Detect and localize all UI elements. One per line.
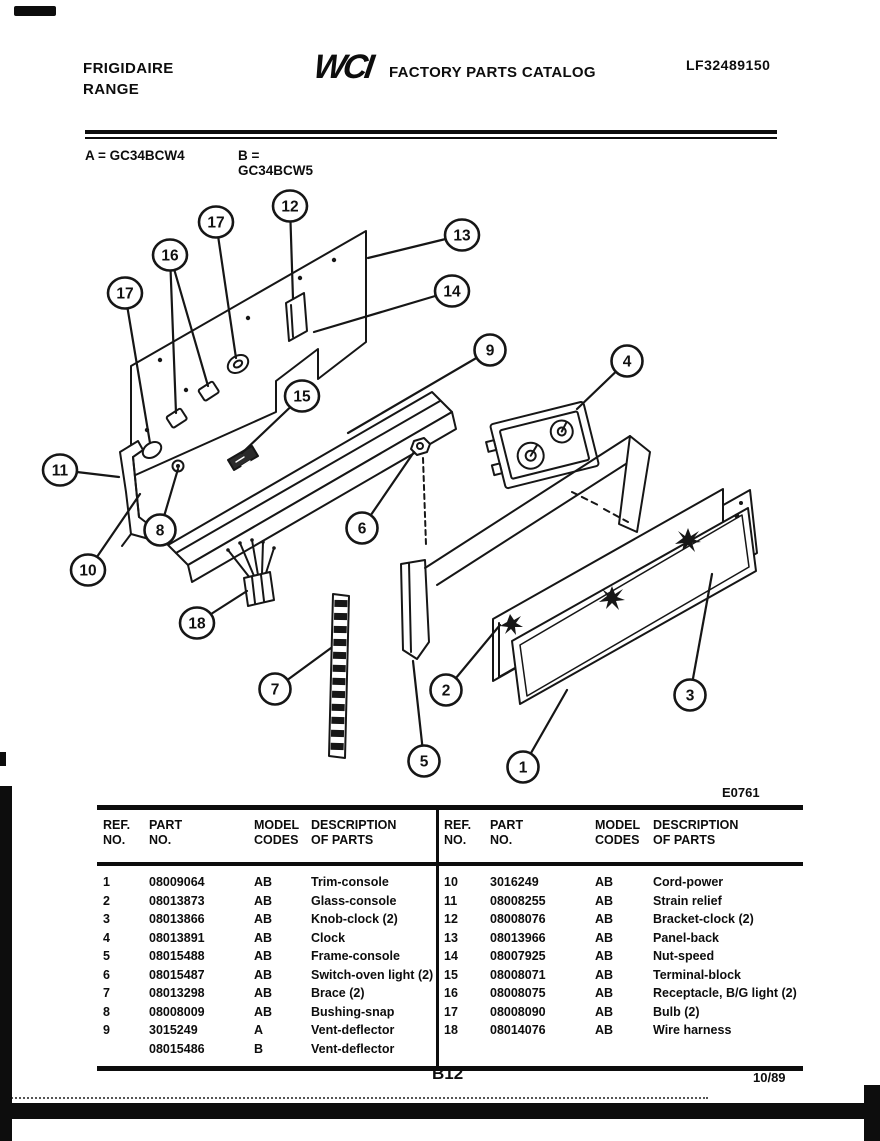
table-header bbox=[439, 810, 803, 866]
model-codes: AB bbox=[595, 949, 614, 963]
svg-text:10: 10 bbox=[79, 562, 97, 580]
figure-code: E0761 bbox=[722, 785, 760, 800]
ref-no: 13 bbox=[444, 930, 458, 945]
description: Brace (2) bbox=[311, 986, 365, 1000]
svg-text:6: 6 bbox=[357, 520, 367, 538]
ref-no: 4 bbox=[103, 930, 110, 945]
model-a: A = GC34BCW4 bbox=[85, 148, 185, 163]
description: Bulb (2) bbox=[653, 1004, 700, 1019]
callout-balloon-6 bbox=[347, 513, 378, 544]
svg-text:16: 16 bbox=[161, 247, 179, 265]
brand-line1: FRIGIDAIRE bbox=[83, 60, 174, 77]
col-header-model: MODEL CODES bbox=[254, 818, 300, 847]
col-header-part: PART NO. bbox=[149, 818, 183, 847]
model-codes: AB bbox=[595, 1023, 614, 1037]
table-row bbox=[439, 947, 803, 966]
page-number: B12 bbox=[432, 1064, 464, 1083]
ref-no: 6 bbox=[103, 967, 110, 982]
scan-smudge-topleft bbox=[14, 6, 56, 16]
part-no: 08013873 bbox=[149, 893, 205, 908]
model-codes: B bbox=[254, 1041, 264, 1056]
parts-table bbox=[97, 805, 803, 1071]
table-row bbox=[439, 1003, 803, 1022]
scan-edge-right bbox=[864, 1085, 880, 1141]
model-codes: AB bbox=[595, 1004, 614, 1019]
model-codes: AB bbox=[254, 967, 273, 982]
ref-no: 9 bbox=[103, 1023, 110, 1037]
description: Clock bbox=[311, 930, 346, 945]
table-row bbox=[97, 984, 436, 1003]
ref-no: 14 bbox=[444, 949, 458, 963]
col-header-ref: REF. NO. bbox=[444, 818, 472, 847]
document-number: LF32489150 bbox=[686, 57, 771, 73]
svg-text:4: 4 bbox=[622, 353, 632, 371]
ref-no: 15 bbox=[444, 967, 458, 982]
table-row bbox=[439, 984, 803, 1003]
part-no: 3015249 bbox=[149, 1023, 198, 1037]
bracket-clock-part bbox=[286, 293, 307, 341]
scan-edge-left-mark bbox=[0, 752, 6, 766]
part-no: 08013966 bbox=[490, 930, 546, 945]
table-row bbox=[439, 1021, 803, 1040]
model-codes: AB bbox=[254, 986, 273, 1000]
description: Vent-deflector bbox=[311, 1041, 395, 1056]
svg-text:2: 2 bbox=[441, 682, 451, 700]
brace-part bbox=[329, 594, 349, 758]
description: Bracket-clock (2) bbox=[653, 912, 754, 926]
description: Trim-console bbox=[311, 875, 389, 889]
ref-no: 5 bbox=[103, 949, 110, 963]
table-rows-right bbox=[439, 866, 803, 1061]
table-row bbox=[97, 1003, 436, 1022]
svg-text:13: 13 bbox=[453, 227, 471, 245]
table-row bbox=[439, 929, 803, 948]
model-codes: AB bbox=[254, 875, 273, 889]
scan-edge-bottom bbox=[0, 1103, 880, 1119]
part-no: 08013298 bbox=[149, 986, 205, 1000]
part-no: 08015486 bbox=[149, 1041, 205, 1056]
clock-part bbox=[482, 401, 599, 490]
svg-text:9: 9 bbox=[485, 342, 495, 360]
part-no: 08013891 bbox=[149, 930, 205, 945]
callout-balloon-2 bbox=[431, 675, 462, 706]
table-row bbox=[97, 892, 436, 911]
table-row bbox=[439, 873, 803, 892]
callout-balloon-14 bbox=[435, 276, 469, 307]
callout-balloons bbox=[43, 191, 706, 783]
col-header-part: PART NO. bbox=[490, 818, 524, 847]
table-rows-left bbox=[97, 866, 436, 1066]
table-row bbox=[97, 947, 436, 966]
table-row bbox=[439, 892, 803, 911]
callout-balloon-7 bbox=[260, 674, 291, 705]
ref-no: 7 bbox=[103, 986, 110, 1000]
parts-table-left bbox=[97, 810, 436, 1066]
description: Strain relief bbox=[653, 893, 722, 908]
part-no: 08015487 bbox=[149, 967, 205, 982]
model-codes: AB bbox=[254, 912, 273, 926]
model-codes: AB bbox=[595, 875, 614, 889]
table-row bbox=[97, 910, 436, 929]
col-header-model: MODEL CODES bbox=[595, 818, 641, 847]
svg-text:7: 7 bbox=[270, 681, 280, 699]
model-codes: AB bbox=[595, 893, 614, 908]
terminal-block-part bbox=[228, 446, 258, 470]
col-header-desc: DESCRIPTION OF PARTS bbox=[311, 818, 397, 847]
table-row bbox=[439, 910, 803, 929]
callout-balloon-10 bbox=[71, 555, 105, 586]
table-header bbox=[97, 810, 436, 866]
model-codes: A bbox=[254, 1023, 264, 1037]
callout-balloon-13 bbox=[445, 220, 479, 251]
callout-balloon-5 bbox=[409, 746, 440, 777]
model-codes: AB bbox=[595, 967, 614, 982]
catalog-title: FACTORY PARTS CATALOG bbox=[389, 64, 596, 81]
part-no: 08008076 bbox=[490, 912, 546, 926]
svg-text:18: 18 bbox=[188, 615, 206, 633]
description: Glass-console bbox=[311, 893, 397, 908]
model-b: B = GC34BCW5 bbox=[238, 148, 314, 178]
svg-text:5: 5 bbox=[419, 753, 429, 771]
svg-text:8: 8 bbox=[155, 522, 165, 540]
description: Panel-back bbox=[653, 930, 720, 945]
ref-no: 11 bbox=[444, 893, 458, 908]
description: Switch-oven light (2) bbox=[311, 967, 434, 982]
callout-balloon-9 bbox=[475, 335, 506, 366]
description: Frame-console bbox=[311, 949, 400, 963]
model-codes: AB bbox=[254, 1004, 273, 1019]
ref-no: 16 bbox=[444, 986, 458, 1000]
scan-speckle bbox=[8, 1097, 708, 1099]
ref-no: 10 bbox=[444, 875, 458, 889]
callout-balloon-15 bbox=[285, 381, 319, 412]
part-no: 08008071 bbox=[490, 967, 546, 982]
description: Vent-deflector bbox=[311, 1023, 395, 1037]
ref-no: 3 bbox=[103, 912, 110, 926]
svg-text:11: 11 bbox=[51, 462, 69, 480]
ref-no: 18 bbox=[444, 1023, 458, 1037]
description: Knob-clock (2) bbox=[311, 912, 398, 926]
ref-no: 8 bbox=[103, 1004, 110, 1019]
table-row bbox=[97, 873, 436, 892]
part-no: 08009064 bbox=[149, 875, 205, 889]
ref-no: 17 bbox=[444, 1004, 458, 1019]
svg-text:15: 15 bbox=[293, 388, 311, 406]
callout-balloon-1 bbox=[508, 752, 539, 783]
model-codes: AB bbox=[254, 949, 273, 963]
description: Terminal-block bbox=[653, 967, 741, 982]
model-codes: AB bbox=[595, 986, 614, 1000]
table-row bbox=[97, 966, 436, 985]
ref-no bbox=[103, 1040, 149, 1059]
callout-balloon-11 bbox=[43, 455, 77, 486]
svg-text:3: 3 bbox=[685, 687, 695, 705]
description: Nut-speed bbox=[653, 949, 715, 963]
part-no: 08008009 bbox=[149, 1004, 205, 1019]
model-codes: AB bbox=[595, 930, 614, 945]
description: Cord-power bbox=[653, 875, 724, 889]
brand-line2: RANGE bbox=[83, 81, 140, 98]
model-codes: AB bbox=[254, 893, 273, 908]
part-no: 08013866 bbox=[149, 912, 205, 926]
table-row bbox=[439, 966, 803, 985]
model-codes: AB bbox=[595, 912, 614, 926]
leader-lines bbox=[60, 206, 712, 767]
callout-balloon-16 bbox=[153, 240, 187, 271]
callout-balloon-3 bbox=[675, 680, 706, 711]
description: Receptacle, B/G light (2) bbox=[653, 986, 797, 1000]
table-row bbox=[97, 1021, 436, 1040]
part-no: 08008075 bbox=[490, 986, 546, 1000]
scan-edge-left bbox=[0, 786, 12, 1141]
svg-text:17: 17 bbox=[207, 214, 225, 232]
part-no: 08014076 bbox=[490, 1023, 546, 1037]
part-no: 08007925 bbox=[490, 949, 546, 963]
svg-text:17: 17 bbox=[116, 285, 134, 303]
callout-balloon-12 bbox=[273, 191, 307, 222]
date-code: 10/89 bbox=[753, 1070, 786, 1085]
table-row bbox=[97, 1040, 436, 1059]
callout-balloon-4 bbox=[612, 346, 643, 377]
table-row bbox=[97, 929, 436, 948]
col-header-ref: REF. NO. bbox=[103, 818, 131, 847]
ref-no: 12 bbox=[444, 912, 458, 926]
callout-balloon-17 bbox=[108, 278, 142, 309]
svg-text:1: 1 bbox=[518, 759, 528, 777]
model-codes: AB bbox=[254, 930, 273, 945]
part-no: 08015488 bbox=[149, 949, 205, 963]
wci-logo: WCI bbox=[311, 48, 374, 86]
description: Wire harness bbox=[653, 1023, 732, 1037]
col-header-desc: DESCRIPTION OF PARTS bbox=[653, 818, 739, 847]
callout-balloon-17 bbox=[199, 207, 233, 238]
part-no: 08008255 bbox=[490, 893, 546, 908]
svg-text:14: 14 bbox=[443, 283, 461, 301]
ref-no: 2 bbox=[103, 893, 110, 908]
ref-no: 1 bbox=[103, 875, 110, 889]
svg-text:12: 12 bbox=[281, 198, 299, 216]
description: Bushing-snap bbox=[311, 1004, 395, 1019]
part-no: 3016249 bbox=[490, 875, 539, 889]
callout-balloon-8 bbox=[145, 515, 176, 546]
callout-balloon-18 bbox=[180, 608, 214, 639]
part-no: 08008090 bbox=[490, 1004, 546, 1019]
parts-table-right bbox=[436, 810, 803, 1066]
